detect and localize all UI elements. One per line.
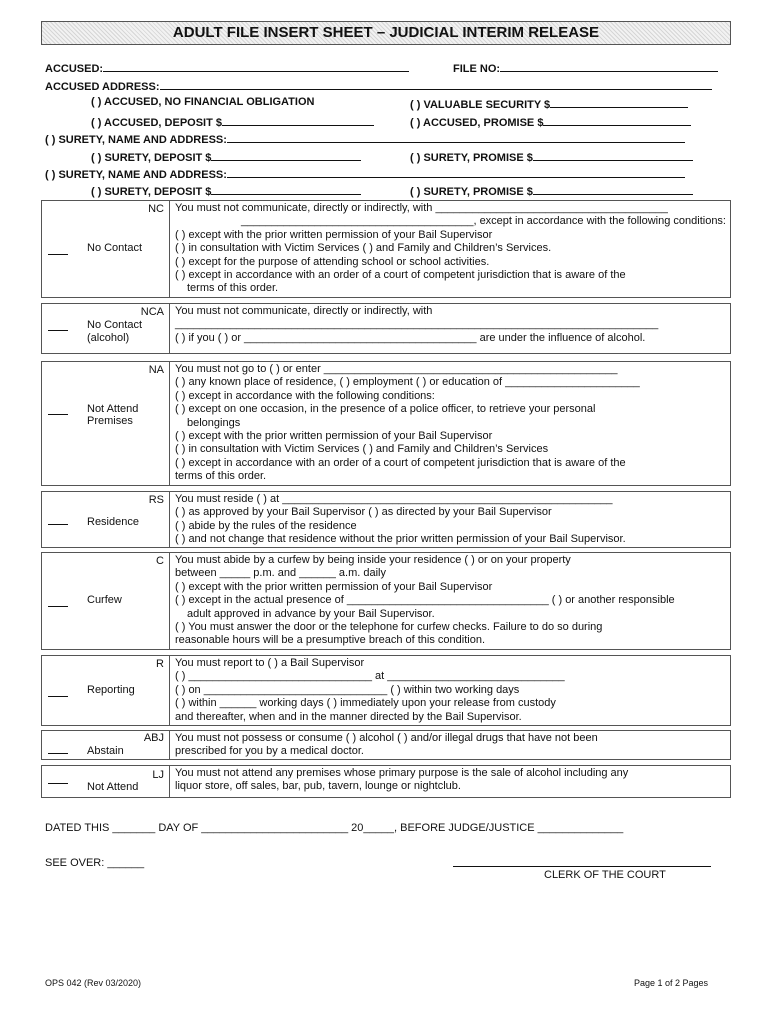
surety-deposit-row-2 [91,183,361,198]
condition-code: LJ [152,769,164,781]
initial-blank[interactable] [48,753,68,754]
condition-line: reasonable hours will be a presumptive breach of this condition. [175,634,486,647]
condition-r [41,655,731,726]
surety-name-label-2[interactable]: ( ) SURETY, NAME AND ADDRESS: [45,169,227,181]
condition-line[interactable]: ( ) You must answer the door or the telephone for curfew checks. Failure to do so during [175,621,603,634]
condition-line[interactable]: ( ) except with the prior written permission of your Bail Supervisor [175,228,493,241]
condition-label: No Contact [87,242,143,254]
condition-line[interactable]: ( ) abide by the rules of the residence [175,519,357,532]
condition-line[interactable]: ( ) and not change that residence without the prior written permission of your Bail Supervisor. [175,533,626,546]
surety-name-label-1[interactable]: ( ) SURETY, NAME AND ADDRESS: [45,134,227,146]
condition-label: Curfew [87,594,122,606]
condition-text [175,363,726,484]
dated-line[interactable]: DATED THIS _______ DAY OF ________________________ 20_____, BEFORE JUDGE/JUSTICE ______________ [45,822,624,834]
condition-code: ABJ [143,732,164,744]
surety-deposit-field-2[interactable] [211,183,361,195]
condition-na [41,361,731,486]
surety-promise-field-1[interactable] [533,149,693,161]
form-title: ADULT FILE INSERT SHEET – JUDICIAL INTERIM RELEASE [41,21,731,45]
condition-line[interactable]: You must report to ( ) a Bail Supervisor [175,657,365,669]
accused-address-label: ACCUSED ADDRESS: [45,81,160,93]
accused-field[interactable] [103,60,409,72]
condition-nc [41,200,731,298]
condition-line[interactable]: ( ) on ______________________________ ( ) within two working days [175,683,520,696]
surety-promise-label-1[interactable]: ( ) SURETY, PROMISE $ [410,152,533,164]
see-over-line[interactable]: SEE OVER: ______ [45,857,145,869]
column-divider [169,656,170,725]
file-no-row [453,60,718,75]
column-divider [169,492,170,547]
condition-code: R [156,658,164,670]
condition-nca [41,303,731,354]
surety-name-field-2[interactable] [227,166,685,178]
column-divider [169,362,170,485]
condition-rs [41,491,731,548]
condition-text [175,554,726,648]
condition-text [175,202,726,296]
condition-line[interactable]: ( ) as approved by your Bail Supervisor ( ) as directed by your Bail Supervisor [175,506,552,519]
initial-blank[interactable] [48,696,68,697]
condition-line[interactable]: _______________________________________________________________________________ [175,318,659,331]
condition-line: prescribed for you by a medical doctor. [175,745,364,758]
condition-label: Not Attend [87,781,139,793]
condition-line[interactable]: ( ) in consultation with Victim Services ( ) and Family and Children’s Services [175,443,549,456]
initial-blank[interactable] [48,330,68,331]
condition-line[interactable]: ( ) within ______ working days ( ) immediately upon your release from custody [175,697,556,710]
surety-promise-row-1 [410,149,693,164]
condition-line: and thereafter, when and in the manner directed by the Bail Supervisor. [175,710,522,723]
condition-line[interactable]: ( ) except for the purpose of attending school or school activities. [175,255,490,268]
accused-promise-label[interactable]: ( ) ACCUSED, PROMISE $ [410,117,544,129]
condition-line: terms of this order. [175,470,267,483]
page-number: Page 1 of 2 Pages [634,978,709,988]
condition-line: You must not attend any premises whose primary purpose is the sale of alcohol including any [175,767,629,779]
condition-text [175,767,726,794]
condition-line[interactable]: ( ) any known place of residence, ( ) employment ( ) or education of ______________________ [175,376,640,389]
condition-line[interactable]: ( ) except in accordance with the following conditions: [175,389,435,402]
condition-line[interactable]: ( ) if you ( ) or ______________________________________ are under the influence of alcohol. [175,331,646,344]
accused-deposit-field[interactable] [222,114,374,126]
condition-code: RS [148,494,164,506]
condition-text [175,657,726,724]
condition-code: NCA [140,306,164,318]
condition-line[interactable]: ( ) in consultation with Victim Services ( ) and Family and Children’s Services. [175,242,552,255]
surety-promise-row-2 [410,183,693,198]
surety-deposit-label-2[interactable]: ( ) SURETY, DEPOSIT $ [91,186,212,198]
surety-deposit-row-1 [91,149,361,164]
surety-name-row-2 [45,166,685,181]
condition-line[interactable]: You must abide by a curfew by being inside your residence ( ) or on your property [175,554,571,566]
condition-label: No Contact [87,319,143,331]
condition-code: NA [148,364,164,376]
initial-blank[interactable] [48,414,68,415]
surety-name-row-1 [45,131,685,146]
condition-line[interactable]: ( ) except with the prior written permission of your Bail Supervisor [175,580,493,593]
initial-blank[interactable] [48,783,68,784]
condition-line[interactable]: ( ) except in accordance with an order of a court of competent jurisdiction that is aware of the [175,456,626,469]
condition-c [41,552,731,650]
initial-blank[interactable] [48,254,68,255]
surety-deposit-label-1[interactable]: ( ) SURETY, DEPOSIT $ [91,152,212,164]
condition-label: (alcohol) [87,332,130,344]
column-divider [169,731,170,759]
no-financial-option[interactable]: ( ) ACCUSED, NO FINANCIAL OBLIGATION [91,96,315,108]
condition-line: adult approved in advance by your Bail Supervisor. [187,607,435,620]
column-divider [169,553,170,649]
accused-deposit-row [91,114,374,129]
condition-lj [41,765,731,798]
condition-label: Residence [87,516,139,528]
condition-label: Not Attend [87,403,139,415]
form-id: OPS 042 (Rev 03/2020) [45,978,142,988]
condition-line[interactable]: You must reside ( ) at ______________________________________________________ [175,493,613,505]
clerk-label: CLERK OF THE COURT [544,869,666,881]
condition-label: Abstain [87,745,124,757]
condition-abj [41,730,731,760]
column-divider [169,201,170,297]
condition-line[interactable]: You must not go to ( ) or enter ________________________________________________ [175,363,618,375]
condition-line: You must not communicate, directly or indirectly, with [175,305,433,317]
accused-row [45,60,409,75]
accused-promise-field[interactable] [543,114,691,126]
condition-code: C [156,555,164,567]
condition-line[interactable]: ( ) ______________________________ at _____________________________ [175,670,565,683]
condition-line: liquor store, off sales, bar, pub, tavern, lounge or nightclub. [175,780,461,793]
condition-line[interactable]: You must not communicate, directly or indirectly, with ______________________________________ [175,202,668,214]
condition-text [175,305,726,345]
surety-name-field-1[interactable] [227,131,685,143]
accused-label: ACCUSED: [45,63,104,75]
condition-text [175,732,726,759]
surety-promise-label-2[interactable]: ( ) SURETY, PROMISE $ [410,186,533,198]
column-divider [169,766,170,797]
file-no-field[interactable] [500,60,718,72]
condition-label: Premises [87,415,133,427]
condition-line[interactable]: ( ) except on one occasion, in the presence of a police officer, to retrieve your personal [175,403,596,416]
valuable-security-label[interactable]: ( ) VALUABLE SECURITY $ [410,99,551,111]
clerk-signature-line[interactable] [453,866,711,867]
condition-line[interactable]: You must not possess or consume ( ) alcohol ( ) and/or illegal drugs that have not been [175,732,598,744]
valuable-security-field[interactable] [550,96,688,108]
accused-promise-row [410,114,691,129]
column-divider [169,304,170,353]
condition-line[interactable]: ______________________________________, except in accordance with the following conditions: [240,215,726,228]
condition-line: terms of this order. [187,282,279,295]
condition-text [175,493,726,547]
condition-code: NC [148,203,164,215]
file-no-label: FILE NO: [453,63,501,75]
initial-blank[interactable] [48,606,68,607]
accused-deposit-label[interactable]: ( ) ACCUSED, DEPOSIT $ [91,117,222,129]
condition-line: belongings [187,416,241,429]
valuable-security-row [410,96,688,111]
surety-deposit-field-1[interactable] [211,149,361,161]
condition-label: Reporting [87,684,135,696]
condition-line[interactable]: between _____ p.m. and ______ a.m. daily [175,567,386,580]
surety-promise-field-2[interactable] [533,183,693,195]
condition-line[interactable]: ( ) except with the prior written permission of your Bail Supervisor [175,430,493,443]
condition-line[interactable]: ( ) except in accordance with an order of a court of competent jurisdiction that is aware of the [175,269,626,282]
condition-line[interactable]: ( ) except in the actual presence of _________________________________ ( ) or another responsible [175,594,675,607]
accused-address-field[interactable] [160,78,712,90]
accused-address-row [45,78,712,93]
initial-blank[interactable] [48,524,68,525]
